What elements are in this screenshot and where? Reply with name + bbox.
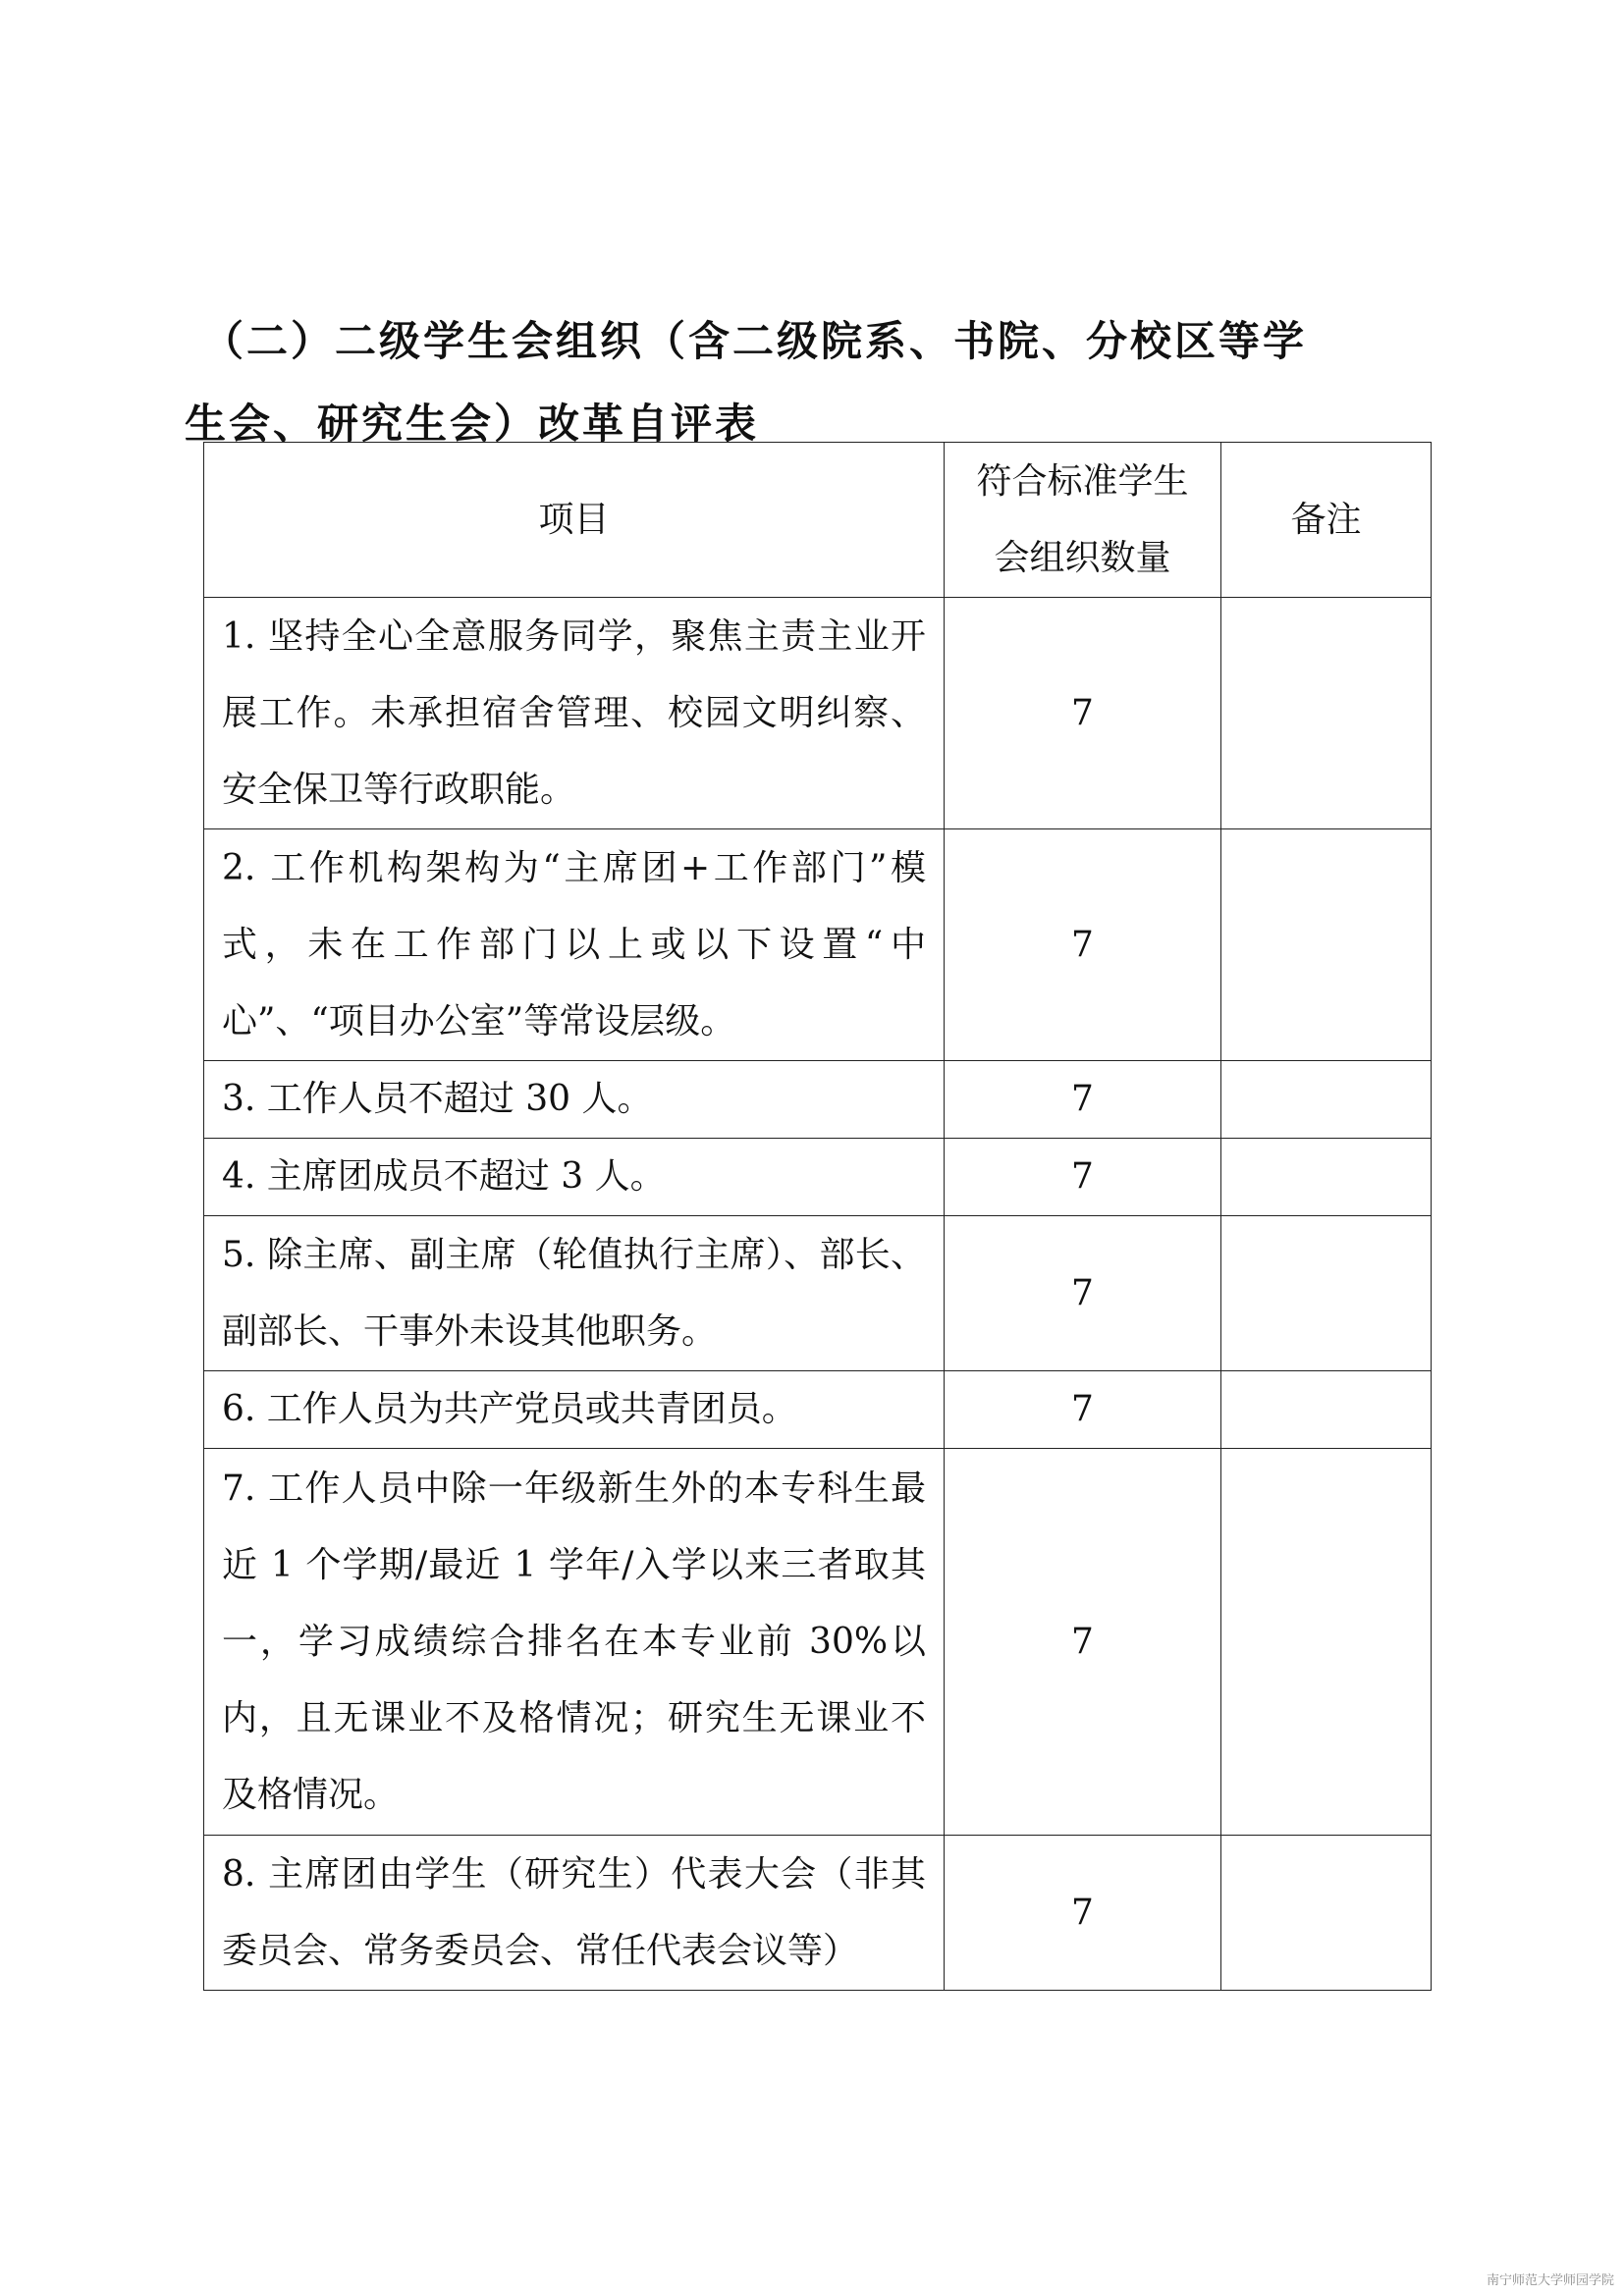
table-row xyxy=(204,829,1432,1061)
header-count-label: 符合标准学生会组织数量 xyxy=(976,460,1189,578)
row-count: 7 xyxy=(945,1449,1221,1836)
table-row xyxy=(204,1061,1432,1139)
row-count: 7 xyxy=(945,1061,1221,1139)
row-item: 6. 工作人员为共产党员或共青团员。 xyxy=(204,1371,945,1449)
table-row xyxy=(204,1139,1432,1216)
row-count: 7 xyxy=(945,1139,1221,1216)
table-row xyxy=(204,1371,1432,1449)
self-evaluation-table xyxy=(203,442,1432,1991)
header-note: 备注 xyxy=(1221,443,1432,598)
row-item: 3. 工作人员不超过 30 人。 xyxy=(204,1061,945,1139)
table-title-line-1: （二）二级学生会组织（含二级院系、书院、分校区等学 xyxy=(202,317,1308,365)
row-note xyxy=(1221,1371,1432,1449)
table-title xyxy=(185,300,1420,465)
row-note xyxy=(1221,829,1432,1061)
row-item: 2. 工作机构架构为“主席团+工作部门”模式，未在工作部门以上或以下设置“中心”、“项目办公室”等常设层级。 xyxy=(204,829,945,1061)
row-note xyxy=(1221,1449,1432,1836)
table-row xyxy=(204,1836,1432,1991)
table-row xyxy=(204,598,1432,829)
row-count: 7 xyxy=(945,598,1221,829)
row-item: 1. 坚持全心全意服务同学，聚焦主责主业开展工作。未承担宿舍管理、校园文明纠察、安全保卫等行政职能。 xyxy=(204,598,945,829)
row-count: 7 xyxy=(945,829,1221,1061)
row-count: 7 xyxy=(945,1836,1221,1991)
table-title-line-2: 生会、研究生会）改革自评表 xyxy=(185,400,760,448)
row-note xyxy=(1221,1061,1432,1139)
watermark: 南宁师范大学师园学院 xyxy=(1486,2273,1614,2288)
table-row xyxy=(204,1449,1432,1836)
header-item: 项目 xyxy=(204,443,945,598)
row-note xyxy=(1221,1216,1432,1371)
row-item: 4. 主席团成员不超过 3 人。 xyxy=(204,1139,945,1216)
row-count: 7 xyxy=(945,1371,1221,1449)
row-note xyxy=(1221,1836,1432,1991)
row-note xyxy=(1221,598,1432,829)
table-header-row xyxy=(204,443,1432,598)
table-row xyxy=(204,1216,1432,1371)
header-count xyxy=(945,443,1221,598)
row-item: 7. 工作人员中除一年级新生外的本专科生最近 1 个学期/最近 1 学年/入学以来三者取其一，学习成绩综合排名在本专业前 30%以内，且无课业不及格情况；研究生无课业不及格情况。 xyxy=(204,1449,945,1836)
row-note xyxy=(1221,1139,1432,1216)
row-item: 5. 除主席、副主席（轮值执行主席）、部长、副部长、干事外未设其他职务。 xyxy=(204,1216,945,1371)
row-count: 7 xyxy=(945,1216,1221,1371)
row-item: 8. 主席团由学生（研究生）代表大会（非其委员会、常务委员会、常任代表会议等） xyxy=(204,1836,945,1991)
